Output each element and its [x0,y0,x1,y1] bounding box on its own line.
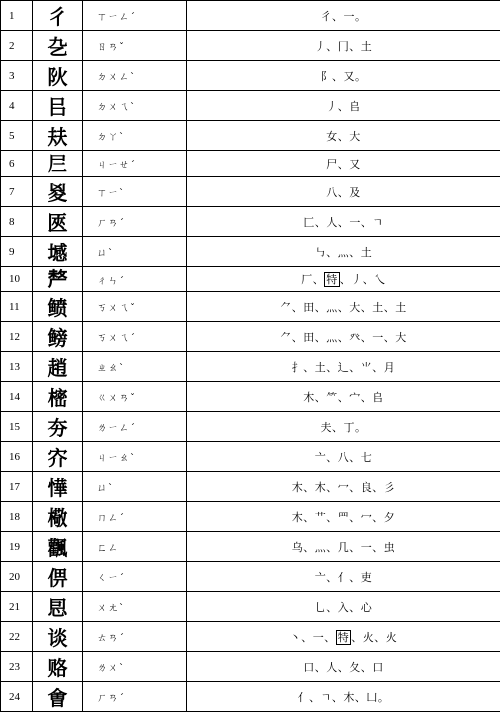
component: 丿 [351,273,363,286]
component: 灬 [326,331,338,344]
character-cell: 𡰥 [33,151,83,177]
zhuyin-cell: ㄇㄥˊ [83,502,187,532]
row-number: 11 [1,292,33,322]
component: 、 [324,631,336,644]
zhuyin-cell: ㄉㄚˋ [83,121,187,151]
component: 亠 [315,451,327,464]
component: 、 [326,246,338,259]
zhuyin-cell: ㄓㄠˋ [83,352,187,382]
component: 、 [315,216,327,229]
component: 、 [372,361,384,374]
table-row [1,532,500,562]
component: 又 [344,70,356,83]
component: ㇉ [315,246,327,259]
components-cell [187,682,500,712]
character-cell: 阦 [33,61,83,91]
zhuyin-cell: ㄍㄨㄢˇ [83,382,187,412]
component: 、 [349,40,361,53]
zhuyin-cell: ㄖㄢˇ [83,31,187,61]
component: 厂 [301,273,313,286]
table-row [1,91,500,121]
component: 、 [338,391,350,404]
component: 人 [326,216,338,229]
component: 木 [343,691,355,704]
components-cell [187,442,500,472]
component: 、 [303,361,315,374]
component: 尸 [326,158,338,171]
component: 灬 [315,541,327,554]
component: 夫 [321,421,333,434]
component: 八 [326,186,338,199]
component: 口 [372,661,384,674]
component: 、 [363,273,375,286]
character-cell: 樒 [33,382,83,412]
row-number: 21 [1,592,33,622]
character-cell: 谈 [33,622,83,652]
character-cell: 赂 [33,652,83,682]
component: 、 [338,186,350,199]
component: 、 [315,331,327,344]
component: 、 [313,273,325,286]
components-cell [187,352,500,382]
row-number: 18 [1,502,33,532]
components-cell [187,267,500,292]
row-number: 4 [1,91,33,121]
row-number: 2 [1,31,33,61]
row-number: 9 [1,237,33,267]
component: 。 [355,10,367,23]
component: 、 [326,511,338,524]
components-cell [187,562,500,592]
components-cell [187,292,500,322]
component: 、 [384,331,396,344]
row-number: 12 [1,322,33,352]
zhuyin-cell: ㄌㄧㄥˊ [83,412,187,442]
component: 、 [349,451,361,464]
character-cell: 㙳 [33,237,83,267]
component: 、 [315,391,327,404]
table-row [1,472,500,502]
components-cell [187,652,500,682]
boxed-component: 特 [324,272,340,287]
component: 癶 [349,331,361,344]
character-cell: 鲼 [33,292,83,322]
component: 、 [351,631,363,644]
table-row [1,502,500,532]
component: 、 [326,481,338,494]
row-number: 10 [1,267,33,292]
components-cell [187,91,500,121]
component: 火 [363,631,375,644]
component: 大 [349,301,361,314]
character-cell: 㑭 [33,562,83,592]
component: 吏 [361,571,373,584]
row-number: 1 [1,1,33,31]
component: 入 [338,601,350,614]
component: 、 [372,541,384,554]
component: 、 [315,301,327,314]
component: 、 [361,331,373,344]
table-row [1,322,500,352]
character-cell: 夯 [33,412,83,442]
component: 乌 [292,541,304,554]
zhuyin-cell: ㄉㄨㄟˋ [83,91,187,121]
component: 彡 [384,481,396,494]
component: 辶 [338,361,350,374]
component: 、 [372,481,384,494]
component: 灬 [338,246,350,259]
row-number: 8 [1,207,33,237]
component: 、 [372,511,384,524]
table-row [1,121,500,151]
component: 月 [384,361,396,374]
character-cell: 趙 [33,352,83,382]
row-number: 13 [1,352,33,382]
character-cell: 㝏 [33,442,83,472]
zhuyin-cell: ㄩˋ [83,237,187,267]
component: 田 [303,301,315,314]
component: 亻 [338,571,350,584]
component: 、 [374,631,386,644]
component: 。 [355,421,367,434]
component: 宀 [349,391,361,404]
component: 冖 [338,481,350,494]
component: ⺈ [280,301,292,314]
component: 丶 [290,631,302,644]
component: 木 [315,481,327,494]
zhuyin-cell: ㄏㄢˊ [83,207,187,237]
component: 一 [349,216,361,229]
component: 罒 [338,511,350,524]
table-row [1,562,500,592]
table-row [1,292,500,322]
component: 、 [332,421,344,434]
components-cell [187,592,500,622]
character-cell: 㚘 [33,121,83,151]
component: 、 [326,451,338,464]
component: 、 [315,661,327,674]
row-number: 7 [1,177,33,207]
component: 扌 [292,361,304,374]
character-cell: 㤙 [33,592,83,622]
component: 、 [301,631,313,644]
table-row [1,352,500,382]
row-number: 3 [1,61,33,91]
row-number: 23 [1,652,33,682]
table-row [1,151,500,177]
component: 、 [349,511,361,524]
component: 凵 [366,691,378,704]
character-cell: 匧 [33,207,83,237]
row-number: 22 [1,622,33,652]
component: 丁 [344,421,356,434]
component: 、 [384,301,396,314]
component: 、 [349,601,361,614]
component: 虫 [384,541,396,554]
component: 、 [332,10,344,23]
boxed-component: 特 [336,630,352,645]
component: 、 [303,541,315,554]
components-cell [187,622,500,652]
component: 及 [349,186,361,199]
zhuyin-cell: ㄏㄢˊ [83,682,187,712]
component: 、 [338,130,350,143]
zhuyin-cell: ㄌㄨˋ [83,652,187,682]
zhuyin-cell: ㄒㄧㄥˊ [83,1,187,31]
row-number: 14 [1,382,33,412]
components-cell [187,382,500,412]
components-cell [187,61,500,91]
component: 木 [292,511,304,524]
component: 亠 [315,571,327,584]
component: 乀 [374,273,386,286]
table-row [1,61,500,91]
component: 土 [395,301,407,314]
zhuyin-cell: ㄎㄨㄟˇ [83,292,187,322]
component: 火 [386,631,398,644]
table-row [1,622,500,652]
component: 、 [326,601,338,614]
component: 一 [344,10,356,23]
table-row [1,267,500,292]
component: 、 [338,661,350,674]
component: 大 [395,331,407,344]
components-cell [187,121,500,151]
row-number: 17 [1,472,33,502]
component: 口 [303,661,315,674]
zhuyin-cell: ㄒㄧˋ [83,177,187,207]
component: 彳 [321,10,333,23]
component: 阝 [321,70,333,83]
row-number: 16 [1,442,33,472]
character-cell: 㦊 [33,472,83,502]
character-cell: 飌 [33,532,83,562]
component: 、 [349,571,361,584]
components-cell [187,31,500,61]
component: 七 [361,451,373,464]
components-cell [187,472,500,502]
component: 、 [338,301,350,314]
zhuyin-cell: ㄨㄤˋ [83,592,187,622]
zhuyin-cell: ㄈㄥ [83,532,187,562]
table-row [1,682,500,712]
character-cell: 彳 [33,1,83,31]
component: 、 [361,301,373,314]
components-cell [187,412,500,442]
table-row [1,412,500,442]
component: 、 [309,691,321,704]
table-row [1,31,500,61]
component: 𠂤 [349,100,361,113]
character-cell: 㑹 [33,682,83,712]
component: 夂 [349,661,361,674]
zhuyin-cell: ㄉㄨㄥˋ [83,61,187,91]
component: 土 [372,301,384,314]
row-number: 5 [1,121,33,151]
component: 、 [361,391,373,404]
component: ⺮ [326,391,338,404]
component: 丿 [326,100,338,113]
component: 冂 [338,40,350,53]
component: 一 [313,631,325,644]
component: 亻 [298,691,310,704]
zhuyin-cell: ㄑㄧˊ [83,562,187,592]
components-cell [187,322,500,352]
component: 、 [292,331,304,344]
component: 几 [338,541,350,554]
components-cell [187,177,500,207]
zhuyin-cell: ㄊㄢˊ [83,622,187,652]
character-cell: 鳑 [33,322,83,352]
component: 人 [326,661,338,674]
row-number: 6 [1,151,33,177]
component: 艹 [315,511,327,524]
character-cell: 㠯 [33,91,83,121]
component: 、 [326,541,338,554]
component: 、 [338,216,350,229]
component: 一 [372,331,384,344]
character-cell: 𠩺 [33,267,83,292]
component: 。 [355,70,367,83]
component: 匚 [303,216,315,229]
table-row [1,592,500,622]
component: 、 [340,273,352,286]
components-cell [187,532,500,562]
component: 。 [378,691,390,704]
component: 丿 [315,40,327,53]
component: ⺈ [280,331,292,344]
component: 𠂤 [372,391,384,404]
components-cell [187,207,500,237]
components-cell [187,1,500,31]
table-row [1,442,500,472]
component: ㄱ [372,216,383,229]
components-cell [187,237,500,267]
component: 、 [332,691,344,704]
row-number: 15 [1,412,33,442]
table-row [1,1,500,31]
components-cell [187,151,500,177]
zhuyin-cell: ㄐㄧㄠˋ [83,442,187,472]
component: 、 [326,571,338,584]
component: 、 [355,691,367,704]
component: 一 [361,541,373,554]
row-number: 20 [1,562,33,592]
component: 、 [349,361,361,374]
component: 木 [303,391,315,404]
character-cell: 㐇 [33,31,83,61]
component: 土 [361,40,373,53]
component: 、 [338,158,350,171]
component: 女 [326,130,338,143]
component: 、 [349,246,361,259]
component: 八 [338,451,350,464]
component: 、 [361,216,373,229]
zhuyin-cell: ㄎㄨㄟˊ [83,322,187,352]
component: 、 [349,481,361,494]
character-cell: 㯳 [33,502,83,532]
component: 又 [349,158,361,171]
component: 、 [338,331,350,344]
component: 大 [349,130,361,143]
row-number: 19 [1,532,33,562]
components-cell [187,502,500,532]
component: 、 [332,70,344,83]
table-row [1,177,500,207]
component: 土 [361,246,373,259]
component: 、 [303,511,315,524]
component: 、 [326,361,338,374]
component: 心 [361,601,373,614]
component: 田 [303,331,315,344]
component: 、 [361,661,373,674]
zhuyin-cell: ㄐㄧㄝˊ [83,151,187,177]
component: 灬 [326,301,338,314]
table-row [1,207,500,237]
zhuyin-cell: ㄔㄣˊ [83,267,187,292]
row-number: 24 [1,682,33,712]
character-table-body [1,1,500,712]
table-row [1,652,500,682]
table-row [1,237,500,267]
component: 冖 [361,511,373,524]
component: 、 [326,40,338,53]
component: 、 [338,100,350,113]
component: 乚 [315,601,327,614]
component: 夕 [384,511,396,524]
component: ㄱ [321,691,332,704]
component: 土 [315,361,327,374]
character-cell: 㚇 [33,177,83,207]
component: 、 [349,541,361,554]
component: 良 [361,481,373,494]
zhuyin-cell: ㄩˋ [83,472,187,502]
component: 、 [292,301,304,314]
component: 、 [303,481,315,494]
component: 木 [292,481,304,494]
component: ⺌ [361,361,373,374]
table-row [1,382,500,412]
